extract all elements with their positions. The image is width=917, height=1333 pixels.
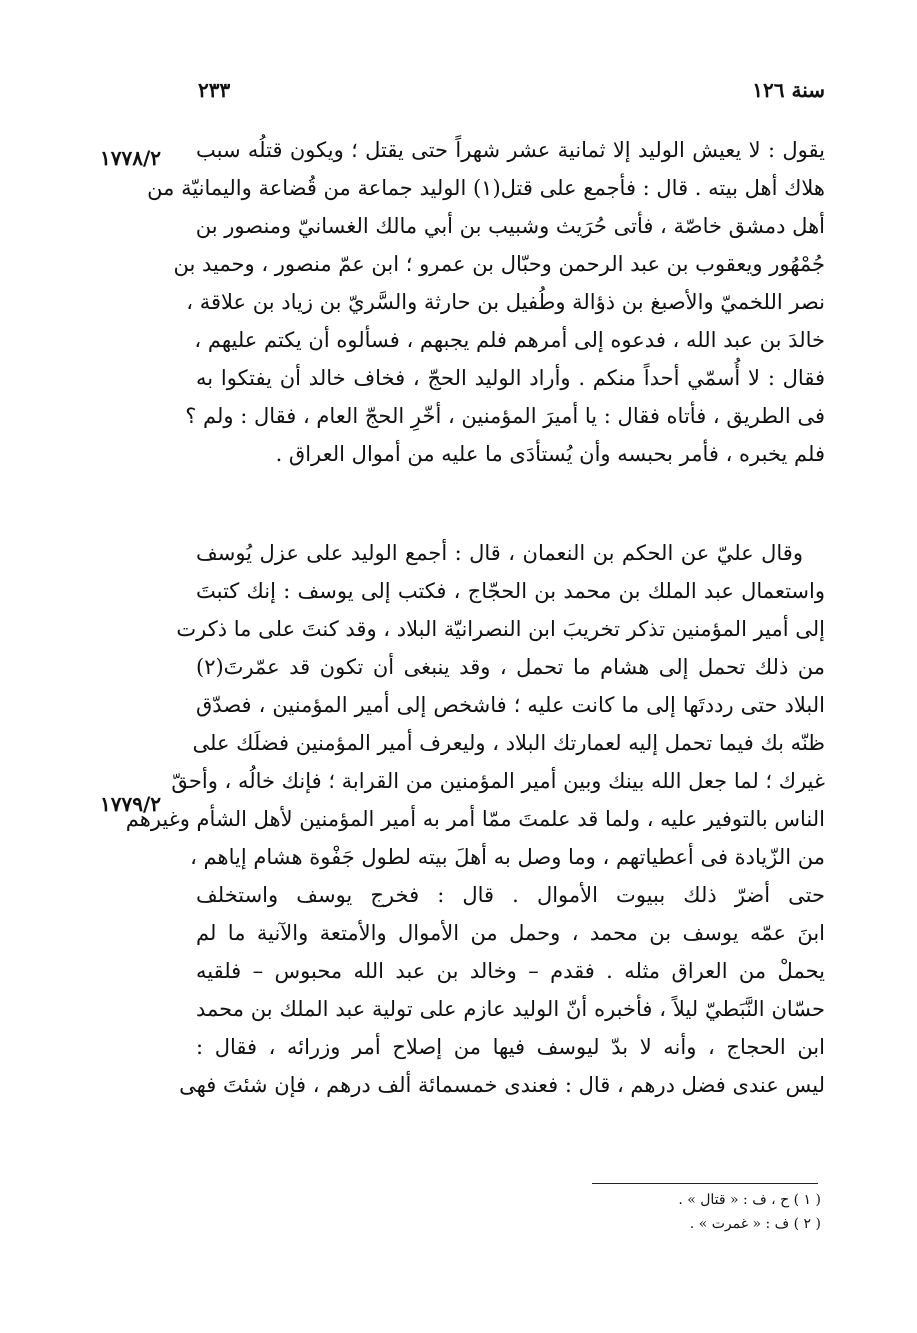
text-line: من ذلك تحمل إلى هشام ما تحمل ، وقد ينبغى أن تكون قد عمّرتَ(٢)	[196, 655, 825, 679]
text-line: وقال عليّ عن الحكم بن النعمان ، قال : أجمع الوليد على عزل يُوسف	[196, 541, 803, 565]
text-line: إلى أمير المؤمنين تذكر تخريبَ ابن النصرانيّة البلاد ، وقد كنتَ على ما ذكرت	[176, 617, 825, 641]
text-line: هلاك أهل بيته . قال : فأجمع على قتل(١) الوليد جماعة من قُضاعة واليمانيّة من	[147, 176, 825, 200]
text-line: الناس بالتوفير عليه ، ولما قد علمتَ ممّا أمر به أمير المؤمنين لأهل الشأم وغيرهم	[125, 807, 825, 831]
text-line: البلاد حتى رددتَها إلى ما كانت عليه ؛ فاشخص إلى أمير المؤمنين ، فصدّق	[196, 693, 825, 717]
text-line: جُمْهُور ويعقوب بن عبد الرحمن وحبّال بن عمرو ؛ ابن عمّ منصور ، وحميد بن	[173, 252, 825, 276]
page-number: ٢٣٣	[198, 78, 231, 102]
text-line: حتى أضرّ ذلك ببيوت الأموال . قال : فخرج يوسف واستخلف	[196, 883, 825, 907]
text-line: ليس عندى فضل درهم ، قال : فعندى خمسمائة ألف درهم ، فإن شئتَ فهى	[179, 1073, 825, 1097]
text-line: واستعمال عبد الملك بن محمد بن الحجّاج ، فكتب إلى يوسف : إنك كتبتَ	[196, 579, 825, 603]
text-line: نصر اللخميّ والأصبغ بن ذؤالة وطُفيل بن حارثة والسَّريّ بن زياد بن علاقة ،	[186, 290, 825, 314]
footnote-divider	[592, 1183, 818, 1184]
margin-reference: ١٧٧٨/٢	[100, 146, 162, 170]
text-line: حسّان النَّبَطيّ ليلاً ، فأخبره أنّ الوليد عازم على تولية عبد الملك بن محمد	[196, 997, 825, 1021]
footnote: ( ٢ ) ف : « غمرت » .	[689, 1216, 821, 1232]
margin-reference: ١٧٧٩/٢	[100, 792, 162, 816]
text-line: فلم يخبره ، فأمر بحبسه وأن يُستأدَى ما عليه من أموال العراق .	[275, 442, 825, 466]
text-line: أهل دمشق خاصّة ، فأتى حُرَيث وشبيب بن أبي مالك الغسانيّ ومنصور بن	[195, 214, 825, 238]
footnotes	[521, 1188, 821, 1236]
text-line: غيرك ؛ لما جعل الله بينك وبين أمير المؤمنين من القرابة ؛ فإنك خالُه ، وأحقّ	[171, 769, 825, 793]
text-line: فقال : لا أُسمّي أحداً منكم . وأراد الوليد الحجّ ، فخاف خالد أن يفتكوا به	[196, 366, 825, 390]
paragraph	[147, 131, 825, 473]
text-line: ظنّه بك فيما تحمل إليه لعمارتك البلاد ، وليعرف أمير المؤمنين فضلَك على	[192, 731, 825, 755]
text-line: فى الطريق ، فأتاه فقال : يا أميرَ المؤمنين ، أخّرِ الحجّ العام ، فقال : ولم ؟	[185, 404, 825, 428]
header-year: سنة ١٢٦	[752, 78, 825, 102]
text-line: ابنَ عمّه يوسف بن محمد ، وحمل من الأموال والأمتعة والآنية ما لم	[196, 921, 825, 945]
text-line: يحملْ من العراق مثله . فقدم – وخالد بن عبد الله محبوس – فلقيه	[196, 959, 825, 983]
text-line: يقول : لا يعيش الوليد إلا ثمانية عشر شهراً حتى يقتل ؛ ويكون قتلُه سبب	[196, 138, 825, 162]
footnote: ( ١ ) ح ، ف : « قتال » .	[678, 1192, 821, 1208]
text-line: من الزّيادة فى أعطياتهم ، وما وصل به أهلَ بيته لطول جَفْوة هشام إياهم ،	[190, 845, 825, 869]
text-line: ابن الحجاج ، وأنه لا بدّ ليوسف فيها من إصلاح أمر وزرائه ، فقال :	[196, 1035, 825, 1059]
text-line: خالدَ بن عبد الله ، فدعوه إلى أمرهم فلم يجبهم ، فسألوه أن يكتم عليهم ،	[194, 328, 825, 352]
